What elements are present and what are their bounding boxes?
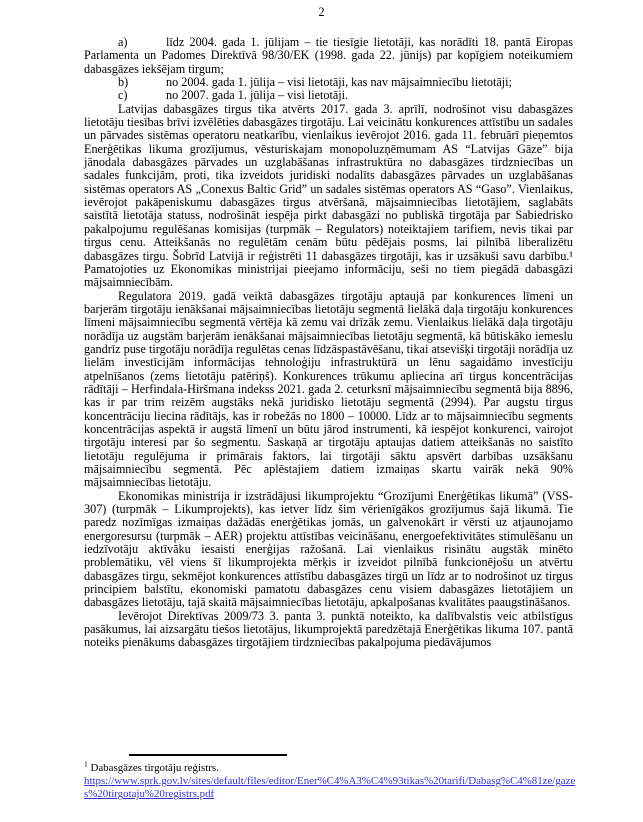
footnote — [84, 759, 576, 802]
footnote-separator — [129, 754, 287, 756]
footnote-line — [84, 759, 576, 775]
list-item-b-text: no 2004. gada 1. jūlija – visi lietotāji, kas nav mājsaimniecību lietotāji; — [166, 75, 512, 90]
list-item-a-label: a) — [118, 35, 128, 49]
list-item-c — [84, 89, 573, 102]
paragraph-market-opening: Latvijas dabasgāzes tirgus tika atvērts 2017. gada 3. aprīlī, nodrošinot visu dabasgāzes lietotāju tiesības brīvi izvēlēties dabasgāzes tirgotāju. Lai veicinātu konkurences attīstību un sadales un pārvades sistēmas operatoru neatkarību, vienlaikus ievērojot 2016. gada 11. februārī pieņemtos Enerģētikas likuma grozījumus, vēsturiskajam monopoluzņēmumam AS “Latvijas Gāze” bija jānodala dabasgāzes pārvades un uzglabāšanas infrastruktūra no dabasgāzes tirdzniecības un sadales funkcijām, proti, tika izveidots juridiski nodalīts dabasgāzes pārvades un uzglabāšanas sistēmas operators AS „Conexus Baltic Grid” un sadales sistēmas operators AS “Gaso”. Vienlaikus, ievērojot pakāpeniskumu dabasgāzes tirgus atvēršanā, mājsaimniecības lietotājiem, saglabāts saistītā lietotāja statuss, nodrošināt iespēja pirkt dabasgāzi no publiskā tirgotāja par Sabiedrisko pakalpojumu regulēšanas komisijas (turpmāk – Regulators) noteiktajiem tarifiem, nevis tikai par tirgus cenu. Atteikšanās no regulētām cenām būtu pēdējais posms, lai pilnībā liberalizētu dabasgāzes tirgu. Šobrīd Latvijā ir reģistrēti 11 dabasgāzes tirgotāji, kas ir uzsākuši savu darbību.¹ Pamatojoties uz Ekonomikas ministrijai pieejamo informāciju, seši no tiem piegādā dabasgāzi mājsaimniecībām. — [84, 101, 573, 290]
paragraph-directive: Ievērojot Direktīvas 2009/73 3. panta 3. punktā noteikto, ka dalībvalstis veic atbilstīgus pasākumus, lai aizsargātu tiešos lietotājus, likumprojektā paredzētajā Enerģētikas likuma 107. pantā noteiks pienākums dabasgāzes tirgotājiem tirdzniecības pakalpojuma piedāvājumos — [84, 608, 573, 650]
list-item-b — [84, 76, 573, 89]
footnote-link[interactable]: https://www.sprk.gov.lv/sites/default/files/editor/Ener%C4%A3%C4%93tikas%20tarifi/Dabasg%C4%81ze/gazes%20tirgotaju%20registrs.pdf — [84, 775, 576, 801]
list-item-b-label: b) — [118, 75, 129, 90]
footnote-text: Dabasgāzes tirgotāju reģistrs. — [90, 762, 219, 774]
document-body — [84, 36, 573, 650]
list-item-a-text: līdz 2004. gada 1. jūlijam – tie tiesīgie lietotāji, kas norādīti 18. pantā Eiropas Parlamenta un Padomes Direktīvā 98/30/EK (1998. gada 22. jūnijs) par kopīgiem noteikumiem dabasgāzes iekšējam tirgum; — [84, 35, 573, 76]
page-number: 2 — [318, 5, 325, 19]
list-item-a — [84, 36, 573, 76]
paragraph-draft-law: Ekonomikas ministrija ir izstrādājusi likumprojektu “Grozījumi Enerģētikas likumā” (VSS-307) (turpmāk – Likumprojekts), kas ietver līdz šim vērienīgākos grozījumus šajā likumā. Tie paredz nozīmīgas izmaiņas dažādās enerģētikas jomās, un galvenokārt ir vērsti uz atjaunojamo energoresursu (turpmāk – AER) projektu attīstības veicināšanu, energoefektivitātes stimulēšanu un iedzīvotāju aktīvāku iesaisti enerģijas ražošanā. Lai vienlaikus risinātu augstāk minēto problemātiku, vēl viens šī likumprojekta mērķis ir izveidot pilnībā funkcionējošu un atvērtu dabasgāzes tirgu, sekmējot konkurences attīstību dabasgāzes tirgū un līdz ar to nodrošinot uz tirgus principiem balstītu, ekonomiski pamatotu dabasgāzes cenu visiem dabasgāzes lietotājiem un dabasgāzes lietotāju, tajā skaitā mājsaimniecības lietotāju, apkalpošanas kvalitātes paaugstināšanos. — [84, 488, 573, 610]
paragraph-regulator-survey: Regulatora 2019. gadā veiktā dabasgāzes tirgotāju aptaujā par konkurences līmeni un barjerām tirgotāju ienākšanai mājsaimniecības lietotāju segmentā lielākā daļa tirgotāju konkurences līmeni mājsaimniecību segmentā vērtēja kā zemu vai drīzāk zemu. Vienlaikus lielākā daļa tirgotāju norādīja uz augstām barjerām ienākšanai mājsaimniecības lietotāju segmentā, kā būtiskāko iemeslu gandrīz puse tirgotāju norādīja regulētas cenas līdzāspastāvēšanu, tikai atsevišķi tirgotāji norādīja uz lielām investīcijām informācijas tehnoloģiju infrastruktūrā un lēnu sagaidāmo investīciju atpelnīšanos (zems lietotāju patēriņš). Konkurences trūkumu apliecina arī tirgus koncentrācijas rādītāji – Herfindala-Hiršmana indekss 2021. gada 2. ceturksnī mājsaimniecību segmentā bija 8896, kas ir par trim reizēm augstāks nekā juridisko lietotāju segmentā (2994). Par augstu tirgus koncentrāciju liecina rādītājs, kas ir robežās no 1800 – 10000. Līdz ar to mājsaimniecību segments koncentrācijas aspektā ir augstā līmenī un būtu jārod instrumenti, kā iespējot konkurenci, vairojot tirgotāju interesi par šo segmentu. Saskaņā ar tirgotāju aptaujas datiem atteikšanās no saistīto lietotāju regulējuma ir primārais faktors, lai tirgotāji sāktu apsvērt darbības uzsākšanu mājsaimniecību segmentā. Pēc aplēstajiem datiem izmaiņas skartu vairāk nekā 90% mājsaimniecības lietotāju. — [84, 288, 573, 490]
list-item-c-label: c) — [118, 88, 128, 103]
footnote-marker: 1 — [84, 759, 88, 769]
list-item-c-text: no 2007. gada 1. jūlija – visi lietotāji. — [166, 88, 349, 103]
